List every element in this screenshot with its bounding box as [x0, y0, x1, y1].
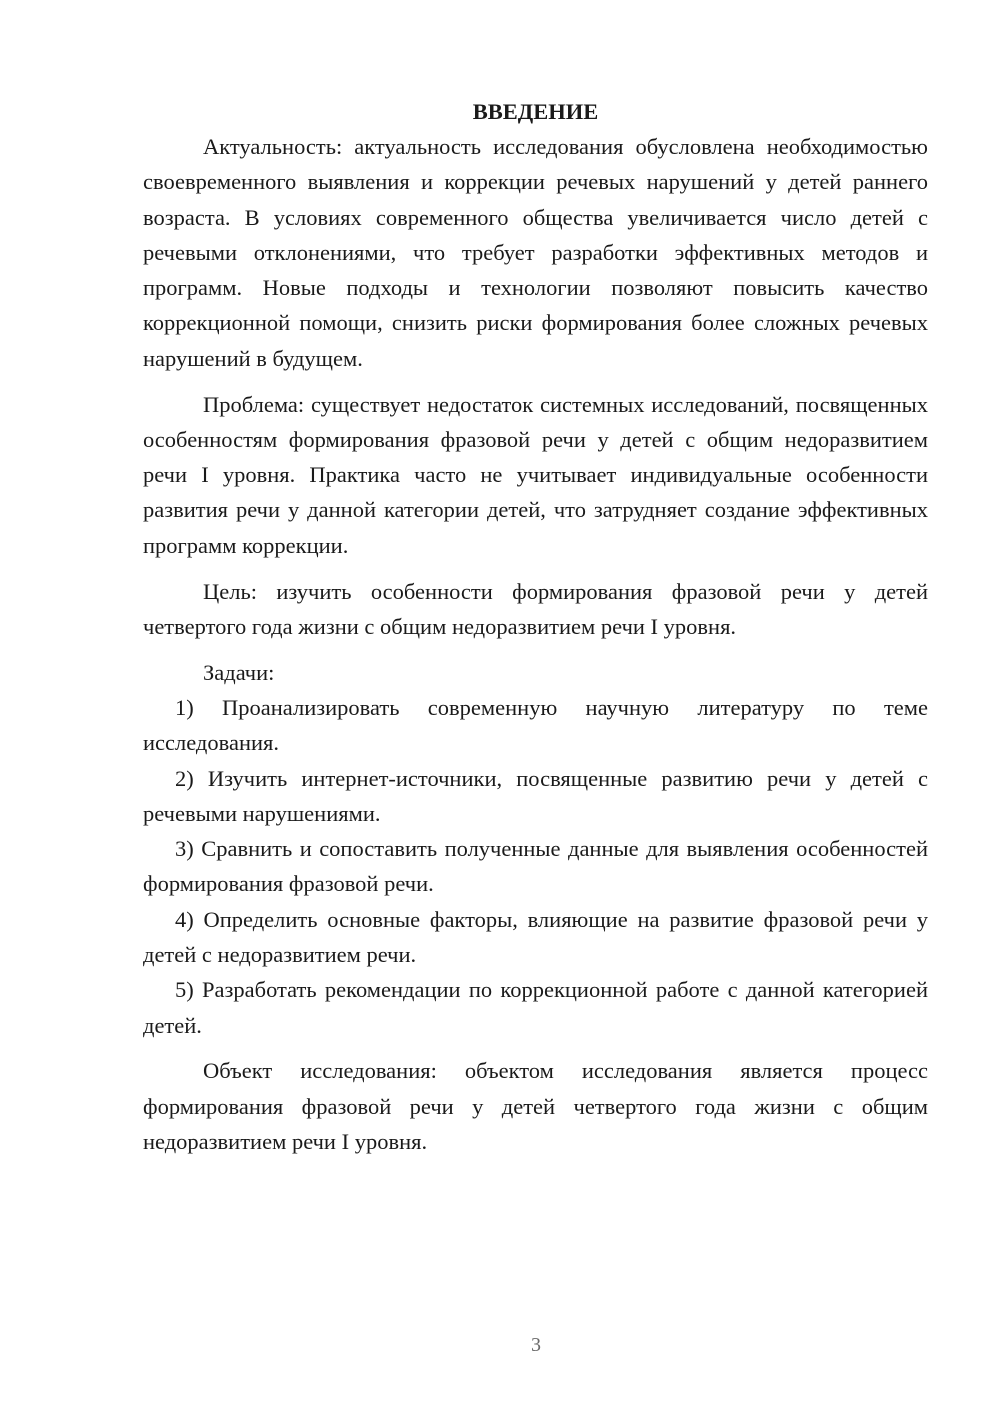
task-item: 2) Изучить интернет-источники, посвященные развитию речи у детей с речевыми нарушениями.: [143, 765, 928, 826]
task-item: 5) Разработать рекомендации по коррекционной работе с данной категорией детей.: [143, 977, 928, 1038]
task-item: 3) Сравнить и сопоставить полученные данные для выявления особенностей формирования фразовой речи.: [143, 836, 928, 897]
paragraph-relevance: Актуальность: актуальность исследования обусловлена необходимостью своевременного выявления и коррекции речевых нарушений у детей раннего возраста. В условиях современного общества увеличивается число детей с речевыми отклонениями, что требует разработки эффективных методов и программ. Новые подходы и технологии позволяют повысить качество коррекционной помощи, снизить риски формирования более сложных речевых нарушений в будущем.: [143, 134, 928, 371]
task-item: 4) Определить основные факторы, влияющие на развитие фразовой речи у детей с недоразвитием речи.: [143, 906, 928, 968]
paragraph-object: Объект исследования: объектом исследования является процесс формирования фразовой речи у детей четвертого года жизни с общим недоразвитием речи I уровня.: [143, 1058, 928, 1155]
paragraph-problem: Проблема: существует недостаток системных исследований, посвященных особенностям формирования фразовой речи у детей с общим недоразвитием речи I уровня. Практика часто не учитывает индивидуальные особенности развития речи у данной категории детей, что затрудняет создание эффективных программ коррекции.: [143, 391, 928, 558]
paragraph-goal: Цель: изучить особенности формирования фразовой речи у детей четвертого года жизни с общим недоразвитием речи I уровня.: [143, 578, 928, 639]
section-title: ВВЕДЕНИЕ: [472, 99, 599, 124]
page-content: [143, 94, 928, 1159]
task-item: 1) Проанализировать современную научную литературу по теме исследования.: [143, 694, 928, 756]
page-number: 3: [531, 1334, 541, 1356]
tasks-label: Задачи:: [203, 659, 275, 685]
